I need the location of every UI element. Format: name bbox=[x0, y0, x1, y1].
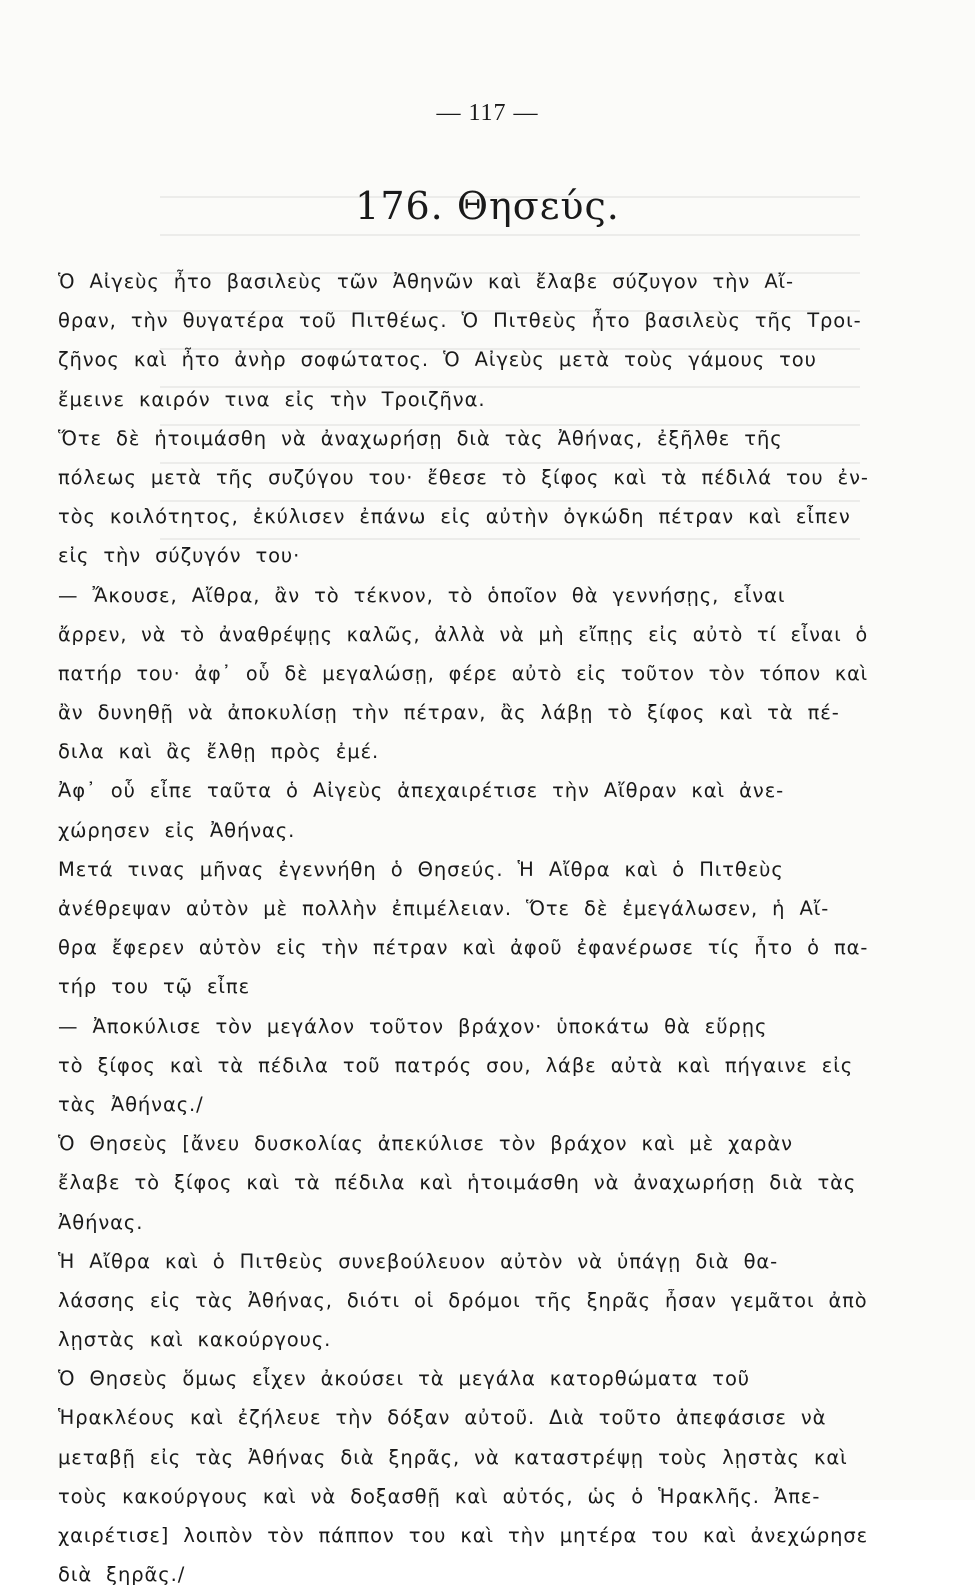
text-line: Ἀφ᾽ οὗ εἶπε ταῦτα ὁ Αἰγεὺς ἀπεχαιρέτισε τὴν Αἴθραν καὶ ἀνε- bbox=[58, 779, 785, 803]
text-line: — Ἀποκύλισε τὸν μεγάλον τοῦτον βράχον· ὑποκάτω θὰ εὕρῃς bbox=[58, 1014, 768, 1038]
text-line: ἔλαβε τὸ ξίφος καὶ τὰ πέδιλα καὶ ἡτοιμάσθη νὰ ἀναχωρήσῃ διὰ τὰς bbox=[58, 1171, 857, 1195]
text-line: εἰς τὴν σύζυγόν του· bbox=[58, 544, 301, 568]
text-line: λῃστὰς καὶ κακούργους. bbox=[58, 1328, 332, 1352]
text-line: — Ἄκουσε, Αἴθρα, ἂν τὸ τέκνον, τὸ ὁποῖον θὰ γεννήσῃς, εἶναι bbox=[58, 583, 786, 607]
text-line: Ἡρακλέους καὶ ἐζήλευε τὴν δόξαν αὐτοῦ. Διὰ τοῦτο ἀπεφάσισε νὰ bbox=[58, 1406, 827, 1430]
text-line: ἄρρεν, νὰ τὸ ἀναθρέψῃς καλῶς, ἀλλὰ νὰ μὴ εἴπῃς εἰς αὐτὸ τί εἶναι ὁ bbox=[58, 622, 869, 646]
text-line: διλα καὶ ἂς ἔλθῃ πρὸς ἐμέ. bbox=[58, 740, 380, 764]
text-line: τὰς Ἀθήνας./ bbox=[58, 1092, 204, 1116]
text-line: Ἀθήνας. bbox=[58, 1210, 144, 1234]
text-line: Ἡ Αἴθρα καὶ ὁ Πιτθεὺς συνεβούλευον αὐτὸν νὰ ὑπάγῃ διὰ θα- bbox=[58, 1249, 779, 1273]
text-line: λάσσης εἰς τὰς Ἀθήνας, διότι οἱ δρόμοι τῆς ξηρᾶς ἦσαν γεμᾶτοι ἀπὸ bbox=[58, 1288, 868, 1312]
chapter-title: 176. Θησεύς. bbox=[355, 184, 620, 228]
text-line: μεταβῇ εἰς τὰς Ἀθήνας διὰ ξηρᾶς, νὰ καταστρέψῃ τοὺς λῃστὰς καὶ bbox=[58, 1445, 848, 1469]
text-line: Μετά τινας μῆνας ἐγεννήθη ὁ Θησεύς. Ἡ Αἴθρα καὶ ὁ Πιτθεὺς bbox=[58, 857, 784, 881]
text-line: ζῆνος καὶ ἦτο ἀνὴρ σοφώτατος. Ὁ Αἰγεὺς μετὰ τοὺς γάμους του bbox=[58, 348, 817, 372]
text-line: θραν, τὴν θυγατέρα τοῦ Πιτθέως. Ὁ Πιτθεὺς ἦτο βασιλεὺς τῆς Τροι- bbox=[58, 309, 862, 333]
text-line: ἔμεινε καιρόν τινα εἰς τὴν Τροιζῆνα. bbox=[58, 387, 486, 411]
text-line: ἂν δυνηθῇ νὰ ἀποκυλίσῃ τὴν πέτραν, ἂς λάβῃ τὸ ξίφος καὶ τὰ πέ- bbox=[58, 701, 840, 725]
text-line: τοὺς κακούργους καὶ νὰ δοξασθῇ καὶ αὐτός, ὡς ὁ Ἡρακλῆς. Ἀπε- bbox=[58, 1484, 821, 1508]
text-line: θρα ἔφερεν αὐτὸν εἰς τὴν πέτραν καὶ ἀφοῦ ἐφανέρωσε τίς ἦτο ὁ πα- bbox=[58, 936, 869, 960]
text-line: Ὁ Αἰγεὺς ἦτο βασιλεὺς τῶν Ἀθηνῶν καὶ ἔλαβε σύζυγον τὴν Αἴ- bbox=[58, 270, 794, 293]
text-line: τήρ του τῷ εἶπε bbox=[58, 975, 251, 999]
text-line: Ὁ Θησεὺς [ἄνευ δυσκολίας ἀπεκύλισε τὸν βράχον καὶ μὲ χαρὰν bbox=[58, 1132, 793, 1156]
text-line: Ὅτε δὲ ἡτοιμάσθη νὰ ἀναχωρήσῃ διὰ τὰς Ἀθήνας, ἐξῆλθε τῆς bbox=[58, 426, 783, 450]
text-line: τὸς κοιλότητος, ἐκύλισεν ἐπάνω εἰς αὐτὴν ὀγκώδη πέτραν καὶ εἶπεν bbox=[58, 505, 851, 529]
text-line: διὰ ξηρᾶς./ bbox=[58, 1563, 186, 1587]
text-line: ἀνέθρεψαν αὐτὸν μὲ πολλὴν ἐπιμέλειαν. Ὅτε δὲ ἐμεγάλωσεν, ἡ Αἴ- bbox=[58, 897, 830, 920]
body-text bbox=[58, 262, 868, 1594]
text-line: Ὁ Θησεὺς ὅμως εἶχεν ἀκούσει τὰ μεγάλα κατορθώματα τοῦ bbox=[58, 1367, 750, 1391]
text-line: πατήρ του· ἀφ᾽ οὗ δὲ μεγαλώσῃ, φέρε αὐτὸ εἰς τοῦτον τὸν τόπον καὶ bbox=[58, 661, 869, 685]
text-line: πόλεως μετὰ τῆς συζύγου του· ἔθεσε τὸ ξίφος καὶ τὰ πέδιλά του ἐν- bbox=[58, 465, 869, 489]
text-line: χώρησεν εἰς Ἀθήνας. bbox=[58, 818, 296, 842]
page-number: — 117 — bbox=[436, 100, 539, 126]
text-line: χαιρέτισε] λοιπὸν τὸν πάππον του καὶ τὴν μητέρα του καὶ ἀνεχώρησε bbox=[58, 1524, 869, 1547]
text-line: τὸ ξίφος καὶ τὰ πέδιλα τοῦ πατρός σου, λάβε αὐτὰ καὶ πήγαινε εἰς bbox=[58, 1053, 854, 1077]
